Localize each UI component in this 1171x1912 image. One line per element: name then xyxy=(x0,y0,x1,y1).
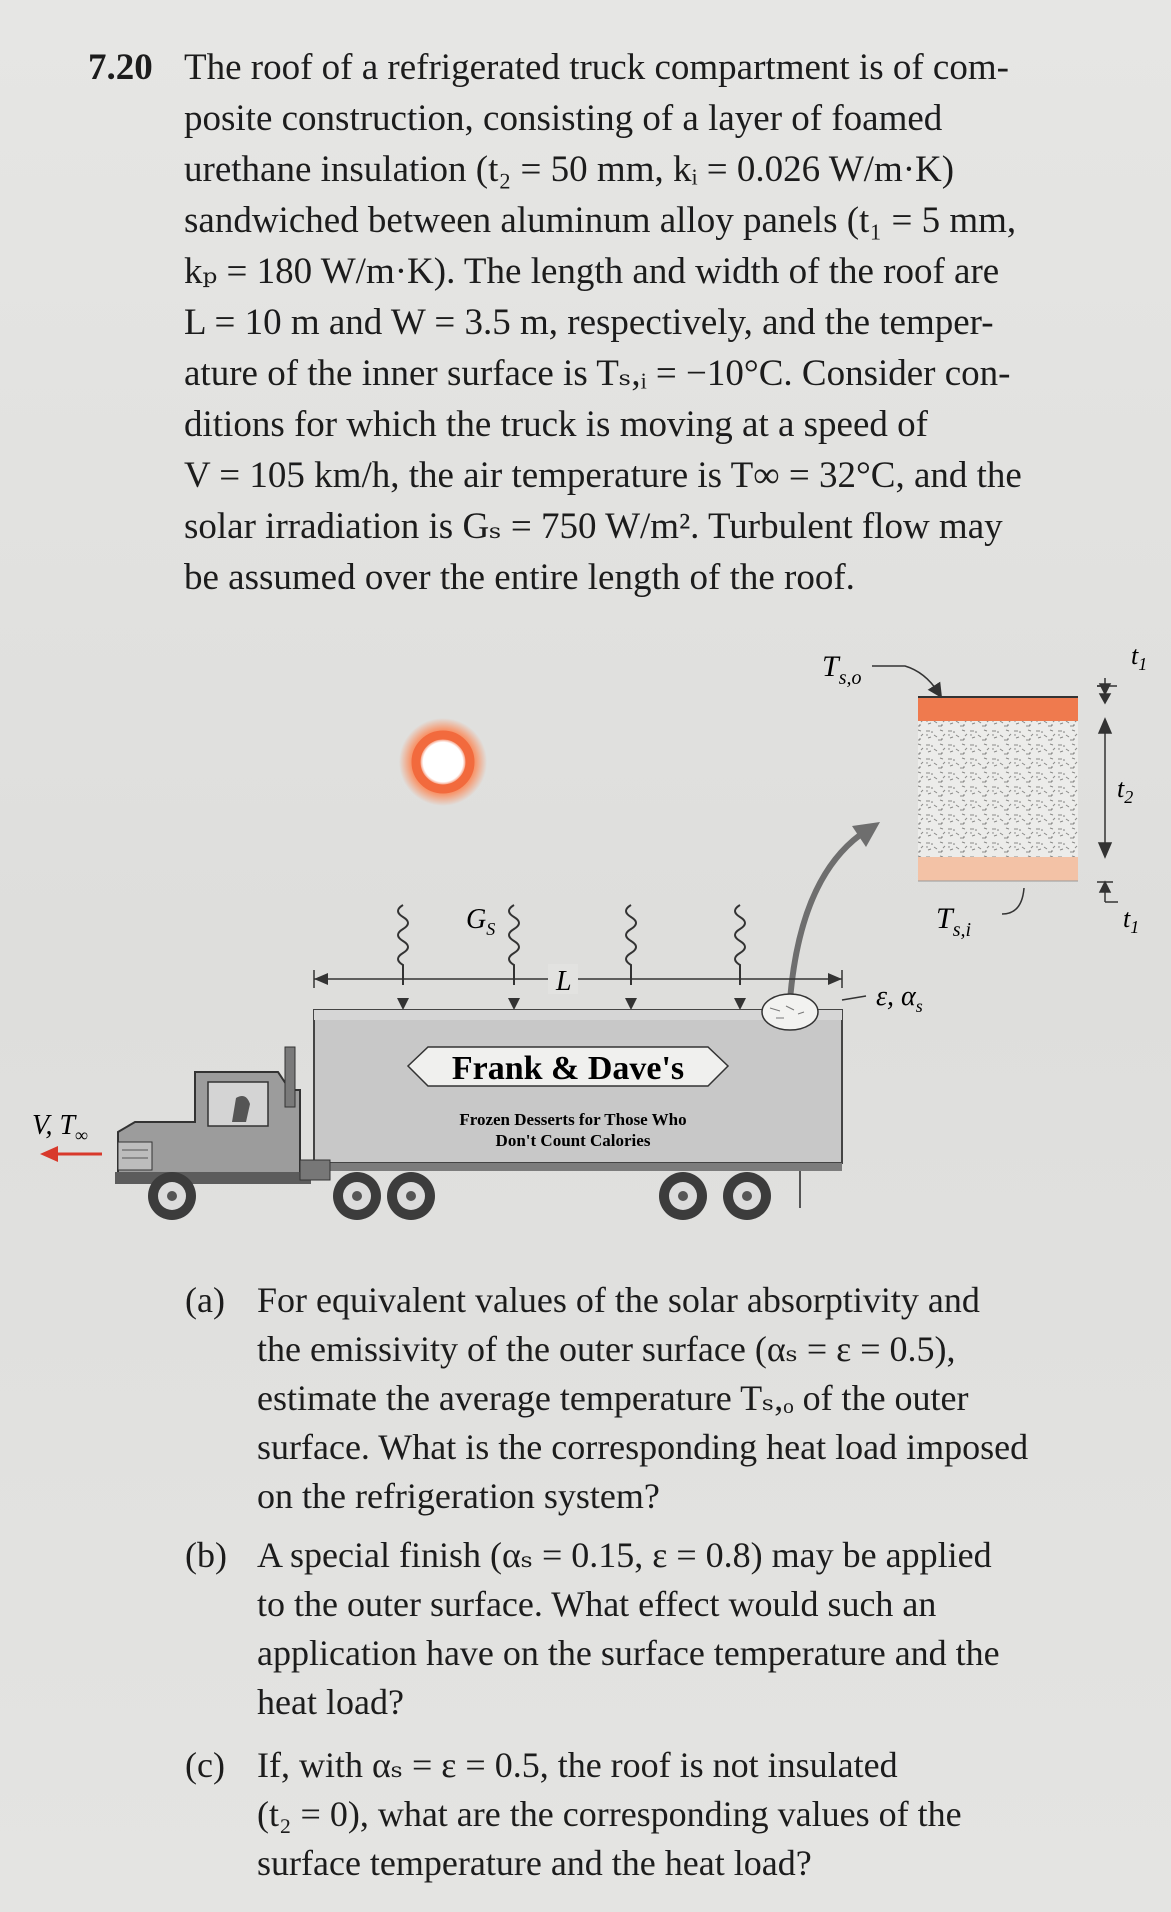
question-label: (c) xyxy=(185,1745,225,1785)
truck-slogan-line2: Don't Count Calories xyxy=(495,1131,651,1150)
problem-number: 7.20 xyxy=(88,47,153,88)
truck-cab xyxy=(115,1047,330,1184)
problem-line: L = 10 m and W = 3.5 m, respectively, and the temper- xyxy=(184,302,994,343)
t1-top-label: $t_1$ xyxy=(1131,641,1148,674)
problem-line: be assumed over the entire length of the roof. xyxy=(184,557,855,598)
question-line: surface temperature and the heat load? xyxy=(257,1843,812,1883)
question-c xyxy=(185,1741,1085,1901)
truck-roof-figure xyxy=(0,620,1171,1260)
truck-slogan-line1: Frozen Desserts for Those Who xyxy=(459,1110,687,1129)
solar-irradiation-label: $G_S$ xyxy=(466,904,496,939)
length-label: L xyxy=(556,966,572,997)
questions xyxy=(185,1276,1085,1901)
thickness-dimensions xyxy=(1097,678,1118,902)
t2-label: $t_2$ xyxy=(1117,774,1134,807)
question-line: If, with αₛ = ε = 0.5, the roof is not insulated xyxy=(257,1745,898,1785)
question-label: (b) xyxy=(185,1535,227,1575)
question-line: to the outer surface. What effect would such an xyxy=(257,1584,937,1624)
question-label: (a) xyxy=(185,1280,225,1320)
problem-line: ditions for which the truck is moving at a speed of xyxy=(184,404,928,445)
problem-text xyxy=(184,42,1171,603)
question-line: (t₂ = 0), what are the corresponding values of the xyxy=(257,1794,962,1834)
outer-temp-label: $T_{s,o}$ xyxy=(822,650,862,689)
problem-line: kₚ = 180 W/m·K). The length and width of the roof are xyxy=(184,251,1000,292)
problem-line: ature of the inner surface is Tₛ,ᵢ = −10°C. Consider con- xyxy=(184,353,1011,394)
emissivity-absorptivity-label: ε, $\alpha_s$ xyxy=(876,981,923,1016)
zoom-arrow xyxy=(790,835,860,1000)
roof-cross-section xyxy=(918,697,1078,881)
problem-line: sandwiched between aluminum alloy panels (t₁ = 5 mm, xyxy=(184,200,1017,241)
question-line: For equivalent values of the solar absorptivity and xyxy=(257,1280,980,1320)
question-line: estimate the average temperature Tₛ,ₒ of the outer xyxy=(257,1378,969,1418)
question-line: A special finish (αₛ = 0.15, ε = 0.8) may be applied xyxy=(257,1535,992,1575)
problem-line: V = 105 km/h, the air temperature is T∞ = 32°C, and the xyxy=(184,455,1022,496)
question-line: surface. What is the corresponding heat load imposed xyxy=(257,1427,1029,1467)
airflow-label: V, $T_\infty$ xyxy=(32,1110,88,1145)
problem-line: posite construction, consisting of a layer of foamed xyxy=(184,98,943,139)
problem-line: The roof of a refrigerated truck compartment is of com- xyxy=(184,47,1009,88)
question-line: the emissivity of the outer surface (αₛ = ε = 0.5), xyxy=(257,1329,956,1369)
aluminum-panel-bottom xyxy=(918,857,1078,881)
question-line: on the refrigeration system? xyxy=(257,1476,660,1516)
question-b xyxy=(185,1531,1085,1741)
question-a xyxy=(185,1276,1085,1531)
problem-line: urethane insulation (t₂ = 50 mm, kᵢ = 0.026 W/m·K) xyxy=(184,149,955,190)
truck-brand: Frank & Dave's xyxy=(451,1050,685,1087)
inner-temp-label: $T_{s,i}$ xyxy=(936,902,972,941)
trailer xyxy=(314,994,842,1208)
problem-line: solar irradiation is Gₛ = 750 W/m². Turbulent flow may xyxy=(184,506,1003,547)
question-line: application have on the surface temperature and the xyxy=(257,1633,1000,1673)
question-line: heat load? xyxy=(257,1682,404,1722)
foam-insulation xyxy=(918,721,1078,857)
aluminum-panel-top xyxy=(918,697,1078,721)
t1-bottom-label: $t_1$ xyxy=(1123,904,1140,937)
